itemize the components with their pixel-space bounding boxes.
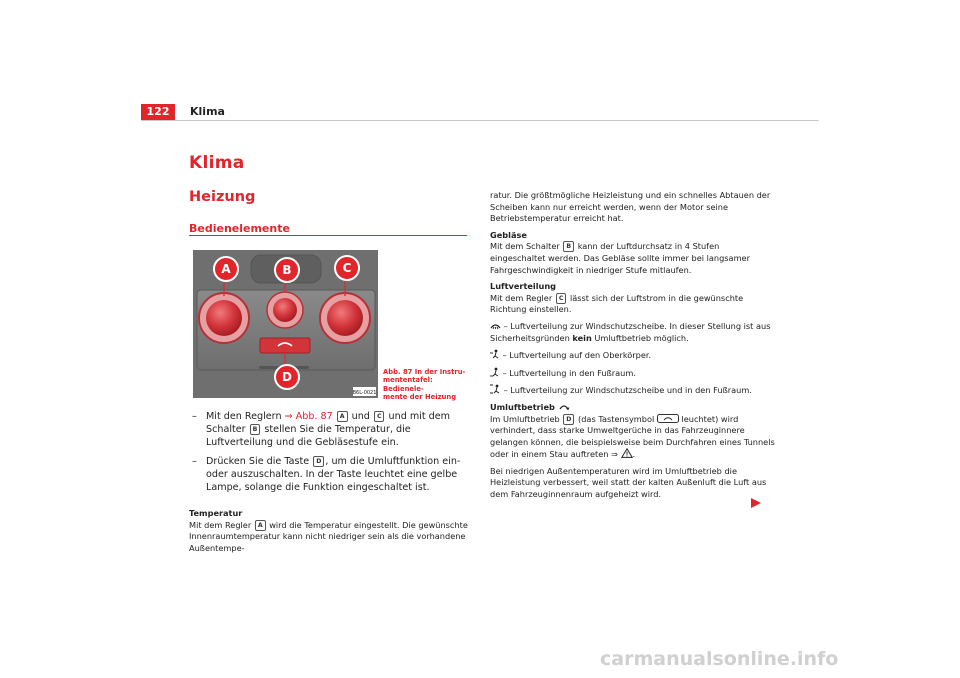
text: . — [632, 449, 636, 460]
cross-reference-arrow: ⇒ — [611, 449, 618, 460]
windshield-icon — [490, 322, 501, 330]
air-mode-footwell — [490, 367, 775, 380]
upper-body-air-icon — [490, 349, 500, 359]
windshield-footwell-air-icon — [490, 384, 501, 394]
callout-d: D — [274, 364, 300, 390]
key-badge-d: D — [313, 456, 324, 467]
key-badge-d: D — [563, 414, 574, 425]
section-title: Heizung — [189, 189, 256, 205]
figure-link[interactable]: ⇒ Abb. 87 — [284, 411, 333, 422]
knob-a — [206, 300, 242, 336]
callout-c: C — [334, 255, 360, 281]
intro-paragraph: ratur. Die größtmögliche Heizleistung und ein schnelles Abtauen der Scheiben kann nur erreicht werden, wenn der Motor seine Betriebstemperatur erreicht hat. — [490, 190, 771, 224]
low-temperature-paragraph: Bei niedrigen Außentemperaturen wird im Umluftbetrieb die Heizleistung verbessert, weil statt der kalten Außenluft die Luft aus dem Fahrzeuginnenraum aufgeheizt wird. — [490, 465, 767, 500]
bullet-dash: – — [192, 411, 197, 422]
subsection-title: Bedienelemente — [189, 222, 290, 235]
recirc-button — [260, 338, 310, 353]
air-mode-windshield-footwell — [490, 384, 775, 397]
knob-c — [327, 300, 363, 336]
next-page-arrow-icon[interactable] — [750, 497, 762, 509]
key-badge-c: C — [556, 293, 567, 304]
chapter-title: Klima — [189, 153, 245, 173]
callout-a: A — [213, 256, 239, 282]
instruction-list — [192, 410, 467, 499]
recirculation-heading — [490, 402, 775, 414]
text: kann der Luftdurchsatz in 4 Stufen eingeschaltet werden. Das Gebläse sollte immer bei langsamer Fahrgeschwindigkeit in niedriger Stufe mitlaufen. — [490, 241, 750, 275]
recirculation-button-icon — [657, 414, 679, 423]
air-distribution-text — [490, 293, 775, 316]
recirculation-icon — [558, 403, 570, 411]
text: wird die Temperatur eingestellt. Die gewünschte Innenraumtemperatur kann nicht niedriger sein als die vorhandene Außentempe- — [189, 519, 468, 553]
caption-line: mententafel: Bedienele- — [383, 376, 433, 393]
blower-heading: Gebläse — [490, 229, 527, 240]
key-badge-b: B — [250, 424, 261, 435]
subsection-rule — [189, 235, 467, 236]
text: Mit den Reglern — [206, 411, 285, 422]
temperature-text — [189, 520, 469, 555]
text: leuchtet) wird verhindert, dass starke Umweltgerüche in das Fahrzeuginnere gelangen können, die beispielsweise beim Durchfahren eines Tunnels oder in einem Stau auftreten — [490, 413, 775, 460]
caption-line: Abb. 87 In der Instru- — [383, 368, 466, 376]
text: , um die Umluftfunktion ein- oder auszuschalten. In der Taste leuchtet eine gelbe Lampe, solange die Funktion eingeschaltet ist. — [206, 455, 461, 494]
bullet-dash: – — [192, 455, 197, 467]
text-bold: kein — [572, 332, 592, 343]
key-badge-b: B — [563, 241, 574, 252]
air-distribution-heading: Luftverteilung — [490, 281, 557, 292]
text: – Luftverteilung zur Windschutzscheibe und in den Fußraum. — [501, 385, 752, 396]
footwell-air-icon — [490, 367, 500, 377]
blower-text — [490, 241, 775, 276]
watermark: carmanualsonline.info — [600, 648, 839, 670]
text: Umluftbetrieb möglich. — [591, 332, 689, 343]
text: Umluftbetrieb — [490, 401, 555, 412]
key-badge-a: A — [255, 520, 266, 531]
figure-heater-controls — [193, 250, 378, 398]
figure-code: B6L-0021 — [352, 390, 377, 396]
text: (das Tastensymbol — [575, 413, 657, 424]
temperature-heading: Temperatur — [189, 508, 243, 518]
air-mode-upper-body — [490, 349, 775, 362]
key-badge-a: A — [337, 411, 348, 422]
text: stellen Sie die Temperatur, die Luftverteilung und die Gebläsestufe ein. — [206, 424, 411, 449]
text: und — [348, 411, 373, 422]
right-column — [490, 190, 775, 506]
text: – Luftverteilung zur Windschutzscheibe. In dieser Stellung ist aus Sicherheitsgründen — [490, 320, 771, 343]
text: Drücken Sie die Taste — [206, 455, 313, 467]
recirculation-text — [490, 414, 775, 461]
text: Im Umluftbetrieb — [490, 413, 563, 424]
list-item — [192, 455, 467, 495]
warning-triangle-icon — [621, 448, 633, 458]
temperature-section — [189, 508, 469, 554]
text: und mit dem Schalter — [206, 411, 450, 436]
figure-caption — [383, 368, 471, 402]
text: Mit dem Regler — [490, 292, 555, 303]
text: – Luftverteilung in den Fußraum. — [500, 367, 636, 378]
text — [333, 411, 336, 422]
text: Mit dem Schalter — [490, 241, 563, 252]
key-badge-c: C — [374, 411, 385, 422]
air-mode-windshield — [490, 321, 775, 344]
knob-b — [273, 298, 297, 322]
header-rule — [141, 120, 819, 121]
page-number: 122 — [141, 104, 175, 120]
callout-b: B — [274, 257, 300, 283]
text: lässt sich der Luftstrom in die gewünschte Richtung einstellen. — [490, 292, 744, 315]
list-item — [192, 410, 467, 450]
header-title: Klima — [190, 105, 225, 118]
caption-line: mente der Heizung — [383, 393, 457, 402]
text: Mit dem Regler — [189, 519, 254, 530]
text: – Luftverteilung auf den Oberkörper. — [500, 350, 652, 361]
